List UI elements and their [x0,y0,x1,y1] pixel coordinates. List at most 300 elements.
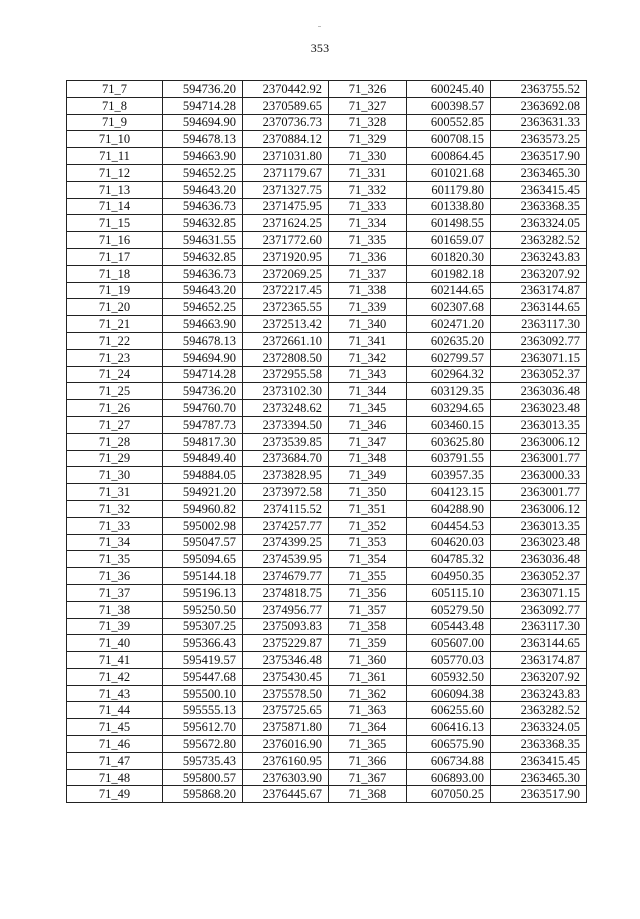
y-coordinate-left-cell: 2372661.10 [243,332,329,349]
point-id-right-cell: 71_339 [329,299,407,316]
y-coordinate-right-cell: 2363631.33 [491,114,587,131]
point-id-right-cell: 71_342 [329,349,407,366]
point-id-left-cell: 71_29 [67,450,163,467]
x-coordinate-right-cell: 604123.15 [407,484,491,501]
point-id-left-cell: 71_43 [67,685,163,702]
table-row [67,248,587,265]
point-id-left-cell: 71_31 [67,484,163,501]
y-coordinate-right-cell: 2363517.90 [491,786,587,803]
y-coordinate-right-cell: 2363117.30 [491,316,587,333]
x-coordinate-left-cell: 595868.20 [163,786,243,803]
y-coordinate-right-cell: 2363071.15 [491,584,587,601]
y-coordinate-right-cell: 2363282.52 [491,232,587,249]
y-coordinate-right-cell: 2363013.35 [491,517,587,534]
point-id-left-cell: 71_37 [67,584,163,601]
table-row [67,97,587,114]
x-coordinate-right-cell: 604454.53 [407,517,491,534]
page-number: 353 [310,41,330,55]
y-coordinate-right-cell: 2363755.52 [491,81,587,98]
y-coordinate-left-cell: 2372217.45 [243,282,329,299]
point-id-left-cell: 71_41 [67,652,163,669]
x-coordinate-right-cell: 601021.68 [407,164,491,181]
x-coordinate-right-cell: 605770.03 [407,652,491,669]
point-id-left-cell: 71_32 [67,500,163,517]
point-id-right-cell: 71_360 [329,652,407,669]
y-coordinate-right-cell: 2363207.92 [491,668,587,685]
y-coordinate-right-cell: 2363036.48 [491,551,587,568]
x-coordinate-left-cell: 594884.05 [163,467,243,484]
y-coordinate-right-cell: 2363144.65 [491,299,587,316]
point-id-left-cell: 71_19 [67,282,163,299]
table-row [67,517,587,534]
y-coordinate-left-cell: 2376445.67 [243,786,329,803]
point-id-left-cell: 71_39 [67,618,163,635]
y-coordinate-right-cell: 2363324.05 [491,215,587,232]
point-id-left-cell: 71_44 [67,702,163,719]
table-row [67,702,587,719]
point-id-left-cell: 71_49 [67,786,163,803]
y-coordinate-left-cell: 2373248.62 [243,400,329,417]
x-coordinate-right-cell: 600245.40 [407,81,491,98]
point-id-right-cell: 71_340 [329,316,407,333]
y-coordinate-left-cell: 2370736.73 [243,114,329,131]
table-row [67,484,587,501]
point-id-right-cell: 71_338 [329,282,407,299]
x-coordinate-left-cell: 594678.13 [163,131,243,148]
x-coordinate-right-cell: 606734.88 [407,752,491,769]
x-coordinate-right-cell: 603957.35 [407,467,491,484]
point-id-left-cell: 71_23 [67,349,163,366]
x-coordinate-right-cell: 605932.50 [407,668,491,685]
x-coordinate-right-cell: 603625.80 [407,433,491,450]
point-id-right-cell: 71_357 [329,601,407,618]
y-coordinate-right-cell: 2363013.35 [491,416,587,433]
x-coordinate-left-cell: 595500.10 [163,685,243,702]
x-coordinate-right-cell: 601982.18 [407,265,491,282]
table-row [67,635,587,652]
table-row [67,164,587,181]
table-row [67,786,587,803]
point-id-left-cell: 71_47 [67,752,163,769]
y-coordinate-right-cell: 2363465.30 [491,164,587,181]
point-id-left-cell: 71_25 [67,383,163,400]
point-id-right-cell: 71_328 [329,114,407,131]
x-coordinate-left-cell: 594636.73 [163,198,243,215]
table-row [67,668,587,685]
x-coordinate-left-cell: 595307.25 [163,618,243,635]
x-coordinate-right-cell: 602307.68 [407,299,491,316]
x-coordinate-left-cell: 594714.28 [163,366,243,383]
point-id-left-cell: 71_35 [67,551,163,568]
y-coordinate-right-cell: 2363243.83 [491,685,587,702]
point-id-left-cell: 71_18 [67,265,163,282]
y-coordinate-right-cell: 2363692.08 [491,97,587,114]
point-id-right-cell: 71_358 [329,618,407,635]
point-id-left-cell: 71_7 [67,81,163,98]
y-coordinate-right-cell: 2363324.05 [491,719,587,736]
y-coordinate-left-cell: 2371624.25 [243,215,329,232]
point-id-left-cell: 71_42 [67,668,163,685]
y-coordinate-right-cell: 2363368.35 [491,198,587,215]
point-id-right-cell: 71_330 [329,148,407,165]
point-id-left-cell: 71_15 [67,215,163,232]
point-id-right-cell: 71_364 [329,719,407,736]
point-id-left-cell: 71_26 [67,400,163,417]
point-id-right-cell: 71_332 [329,181,407,198]
y-coordinate-right-cell: 2363174.87 [491,652,587,669]
y-coordinate-right-cell: 2363117.30 [491,618,587,635]
y-coordinate-left-cell: 2373394.50 [243,416,329,433]
table-row [67,400,587,417]
point-id-right-cell: 71_344 [329,383,407,400]
point-id-left-cell: 71_21 [67,316,163,333]
y-coordinate-right-cell: 2363243.83 [491,248,587,265]
table-row [67,685,587,702]
table-row [67,265,587,282]
point-id-right-cell: 71_348 [329,450,407,467]
point-id-right-cell: 71_345 [329,400,407,417]
table-row [67,215,587,232]
x-coordinate-left-cell: 595447.68 [163,668,243,685]
x-coordinate-right-cell: 605607.00 [407,635,491,652]
x-coordinate-right-cell: 605279.50 [407,601,491,618]
point-id-right-cell: 71_352 [329,517,407,534]
x-coordinate-right-cell: 604950.35 [407,568,491,585]
point-id-left-cell: 71_27 [67,416,163,433]
x-coordinate-right-cell: 603460.15 [407,416,491,433]
x-coordinate-left-cell: 594632.85 [163,248,243,265]
point-id-right-cell: 71_327 [329,97,407,114]
table-row [67,752,587,769]
y-coordinate-right-cell: 2363023.48 [491,400,587,417]
x-coordinate-left-cell: 595419.57 [163,652,243,669]
point-id-left-cell: 71_10 [67,131,163,148]
point-id-right-cell: 71_335 [329,232,407,249]
table-row [67,618,587,635]
point-id-right-cell: 71_365 [329,736,407,753]
y-coordinate-left-cell: 2376303.90 [243,769,329,786]
x-coordinate-left-cell: 594636.73 [163,265,243,282]
y-coordinate-left-cell: 2373828.95 [243,467,329,484]
y-coordinate-right-cell: 2363415.45 [491,752,587,769]
x-coordinate-right-cell: 601498.55 [407,215,491,232]
y-coordinate-right-cell: 2363052.37 [491,366,587,383]
y-coordinate-left-cell: 2371920.95 [243,248,329,265]
y-coordinate-left-cell: 2370442.92 [243,81,329,98]
x-coordinate-left-cell: 594631.55 [163,232,243,249]
point-id-right-cell: 71_341 [329,332,407,349]
table-row [67,416,587,433]
x-coordinate-left-cell: 595800.57 [163,769,243,786]
point-id-left-cell: 71_24 [67,366,163,383]
point-id-right-cell: 71_349 [329,467,407,484]
x-coordinate-right-cell: 604785.32 [407,551,491,568]
x-coordinate-right-cell: 600864.45 [407,148,491,165]
y-coordinate-left-cell: 2370884.12 [243,131,329,148]
y-coordinate-left-cell: 2374679.77 [243,568,329,585]
y-coordinate-left-cell: 2374257.77 [243,517,329,534]
y-coordinate-left-cell: 2375578.50 [243,685,329,702]
y-coordinate-right-cell: 2363092.77 [491,601,587,618]
y-coordinate-left-cell: 2373684.70 [243,450,329,467]
point-id-left-cell: 71_11 [67,148,163,165]
point-id-right-cell: 71_350 [329,484,407,501]
table-row [67,114,587,131]
y-coordinate-right-cell: 2363071.15 [491,349,587,366]
y-coordinate-left-cell: 2374115.52 [243,500,329,517]
y-coordinate-left-cell: 2371327.75 [243,181,329,198]
x-coordinate-right-cell: 606255.60 [407,702,491,719]
y-coordinate-left-cell: 2374399.25 [243,534,329,551]
point-id-left-cell: 71_28 [67,433,163,450]
coordinates-table [66,80,587,803]
table-row [67,534,587,551]
x-coordinate-right-cell: 601179.80 [407,181,491,198]
y-coordinate-left-cell: 2371031.80 [243,148,329,165]
scan-mark [318,26,321,27]
point-id-right-cell: 71_343 [329,366,407,383]
point-id-right-cell: 71_337 [329,265,407,282]
x-coordinate-left-cell: 595366.43 [163,635,243,652]
y-coordinate-left-cell: 2371179.67 [243,164,329,181]
point-id-right-cell: 71_355 [329,568,407,585]
point-id-right-cell: 71_361 [329,668,407,685]
point-id-right-cell: 71_368 [329,786,407,803]
y-coordinate-left-cell: 2375093.83 [243,618,329,635]
x-coordinate-left-cell: 594643.20 [163,181,243,198]
x-coordinate-right-cell: 606575.90 [407,736,491,753]
x-coordinate-right-cell: 600552.85 [407,114,491,131]
x-coordinate-right-cell: 605443.48 [407,618,491,635]
y-coordinate-left-cell: 2373102.30 [243,383,329,400]
point-id-left-cell: 71_17 [67,248,163,265]
x-coordinate-left-cell: 594643.20 [163,282,243,299]
x-coordinate-right-cell: 603294.65 [407,400,491,417]
x-coordinate-right-cell: 604620.03 [407,534,491,551]
y-coordinate-right-cell: 2363174.87 [491,282,587,299]
y-coordinate-left-cell: 2372808.50 [243,349,329,366]
y-coordinate-right-cell: 2363415.45 [491,181,587,198]
x-coordinate-right-cell: 607050.25 [407,786,491,803]
x-coordinate-left-cell: 595612.70 [163,719,243,736]
point-id-left-cell: 71_34 [67,534,163,551]
y-coordinate-left-cell: 2370589.65 [243,97,329,114]
y-coordinate-left-cell: 2374956.77 [243,601,329,618]
y-coordinate-left-cell: 2374818.75 [243,584,329,601]
x-coordinate-left-cell: 595002.98 [163,517,243,534]
table-row [67,551,587,568]
point-id-right-cell: 71_362 [329,685,407,702]
point-id-right-cell: 71_356 [329,584,407,601]
y-coordinate-right-cell: 2363006.12 [491,500,587,517]
table-row [67,601,587,618]
table-row [67,736,587,753]
x-coordinate-left-cell: 594652.25 [163,299,243,316]
y-coordinate-left-cell: 2376160.95 [243,752,329,769]
x-coordinate-left-cell: 594736.20 [163,383,243,400]
point-id-right-cell: 71_336 [329,248,407,265]
y-coordinate-left-cell: 2371475.95 [243,198,329,215]
y-coordinate-left-cell: 2375346.48 [243,652,329,669]
table-row [67,584,587,601]
y-coordinate-right-cell: 2363052.37 [491,568,587,585]
point-id-right-cell: 71_353 [329,534,407,551]
x-coordinate-right-cell: 606893.00 [407,769,491,786]
y-coordinate-right-cell: 2363092.77 [491,332,587,349]
x-coordinate-right-cell: 606094.38 [407,685,491,702]
x-coordinate-right-cell: 600708.15 [407,131,491,148]
point-id-left-cell: 71_40 [67,635,163,652]
point-id-right-cell: 71_367 [329,769,407,786]
point-id-left-cell: 71_46 [67,736,163,753]
y-coordinate-left-cell: 2372955.58 [243,366,329,383]
y-coordinate-right-cell: 2363000.33 [491,467,587,484]
x-coordinate-right-cell: 600398.57 [407,97,491,114]
y-coordinate-left-cell: 2371772.60 [243,232,329,249]
point-id-right-cell: 71_331 [329,164,407,181]
y-coordinate-right-cell: 2363001.77 [491,450,587,467]
point-id-left-cell: 71_20 [67,299,163,316]
x-coordinate-left-cell: 595672.80 [163,736,243,753]
x-coordinate-right-cell: 602635.20 [407,332,491,349]
y-coordinate-left-cell: 2372513.42 [243,316,329,333]
table-row [67,500,587,517]
x-coordinate-left-cell: 595094.65 [163,551,243,568]
table-row [67,148,587,165]
point-id-right-cell: 71_346 [329,416,407,433]
point-id-left-cell: 71_14 [67,198,163,215]
table-row [67,719,587,736]
y-coordinate-left-cell: 2372365.55 [243,299,329,316]
y-coordinate-left-cell: 2375229.87 [243,635,329,652]
x-coordinate-left-cell: 594694.90 [163,349,243,366]
table-row [67,568,587,585]
y-coordinate-right-cell: 2363282.52 [491,702,587,719]
y-coordinate-left-cell: 2375871.80 [243,719,329,736]
y-coordinate-right-cell: 2363573.25 [491,131,587,148]
point-id-right-cell: 71_366 [329,752,407,769]
point-id-left-cell: 71_12 [67,164,163,181]
x-coordinate-right-cell: 601820.30 [407,248,491,265]
x-coordinate-right-cell: 602799.57 [407,349,491,366]
x-coordinate-left-cell: 594760.70 [163,400,243,417]
point-id-right-cell: 71_329 [329,131,407,148]
x-coordinate-left-cell: 595144.18 [163,568,243,585]
x-coordinate-left-cell: 595047.57 [163,534,243,551]
x-coordinate-right-cell: 604288.90 [407,500,491,517]
table-row [67,299,587,316]
x-coordinate-left-cell: 594849.40 [163,450,243,467]
table-row [67,332,587,349]
x-coordinate-right-cell: 605115.10 [407,584,491,601]
x-coordinate-left-cell: 594663.90 [163,148,243,165]
point-id-right-cell: 71_359 [329,635,407,652]
y-coordinate-right-cell: 2363368.35 [491,736,587,753]
x-coordinate-right-cell: 603791.55 [407,450,491,467]
table-row [67,232,587,249]
y-coordinate-right-cell: 2363036.48 [491,383,587,400]
table-row [67,433,587,450]
table-row [67,450,587,467]
point-id-left-cell: 71_48 [67,769,163,786]
point-id-left-cell: 71_45 [67,719,163,736]
x-coordinate-left-cell: 594960.82 [163,500,243,517]
point-id-left-cell: 71_22 [67,332,163,349]
y-coordinate-right-cell: 2363006.12 [491,433,587,450]
x-coordinate-left-cell: 594714.28 [163,97,243,114]
table-row [67,131,587,148]
x-coordinate-left-cell: 594652.25 [163,164,243,181]
x-coordinate-left-cell: 594694.90 [163,114,243,131]
table-row [67,316,587,333]
table-row [67,198,587,215]
y-coordinate-right-cell: 2363465.30 [491,769,587,786]
point-id-left-cell: 71_38 [67,601,163,618]
point-id-right-cell: 71_347 [329,433,407,450]
point-id-right-cell: 71_326 [329,81,407,98]
y-coordinate-left-cell: 2373539.85 [243,433,329,450]
x-coordinate-left-cell: 594632.85 [163,215,243,232]
y-coordinate-left-cell: 2373972.58 [243,484,329,501]
x-coordinate-left-cell: 595735.43 [163,752,243,769]
table-row [67,467,587,484]
table-row [67,652,587,669]
table-body [67,81,587,803]
y-coordinate-left-cell: 2375430.45 [243,668,329,685]
y-coordinate-right-cell: 2363023.48 [491,534,587,551]
y-coordinate-left-cell: 2376016.90 [243,736,329,753]
y-coordinate-right-cell: 2363144.65 [491,635,587,652]
y-coordinate-left-cell: 2372069.25 [243,265,329,282]
y-coordinate-left-cell: 2374539.95 [243,551,329,568]
point-id-right-cell: 71_333 [329,198,407,215]
x-coordinate-left-cell: 595196.13 [163,584,243,601]
table-row [67,282,587,299]
point-id-right-cell: 71_354 [329,551,407,568]
x-coordinate-left-cell: 594663.90 [163,316,243,333]
x-coordinate-right-cell: 606416.13 [407,719,491,736]
x-coordinate-left-cell: 594678.13 [163,332,243,349]
table-row [67,366,587,383]
point-id-right-cell: 71_363 [329,702,407,719]
x-coordinate-left-cell: 594736.20 [163,81,243,98]
point-id-left-cell: 71_36 [67,568,163,585]
y-coordinate-left-cell: 2375725.65 [243,702,329,719]
y-coordinate-right-cell: 2363207.92 [491,265,587,282]
x-coordinate-right-cell: 602471.20 [407,316,491,333]
table-row [67,349,587,366]
x-coordinate-left-cell: 594787.73 [163,416,243,433]
x-coordinate-left-cell: 595555.13 [163,702,243,719]
x-coordinate-right-cell: 602964.32 [407,366,491,383]
x-coordinate-left-cell: 594817.30 [163,433,243,450]
x-coordinate-left-cell: 594921.20 [163,484,243,501]
point-id-right-cell: 71_334 [329,215,407,232]
point-id-left-cell: 71_8 [67,97,163,114]
point-id-left-cell: 71_9 [67,114,163,131]
y-coordinate-right-cell: 2363001.77 [491,484,587,501]
table-row [67,81,587,98]
table-row [67,181,587,198]
y-coordinate-right-cell: 2363517.90 [491,148,587,165]
point-id-left-cell: 71_33 [67,517,163,534]
point-id-left-cell: 71_13 [67,181,163,198]
table-row [67,769,587,786]
point-id-left-cell: 71_30 [67,467,163,484]
x-coordinate-right-cell: 602144.65 [407,282,491,299]
point-id-right-cell: 71_351 [329,500,407,517]
table-row [67,383,587,400]
